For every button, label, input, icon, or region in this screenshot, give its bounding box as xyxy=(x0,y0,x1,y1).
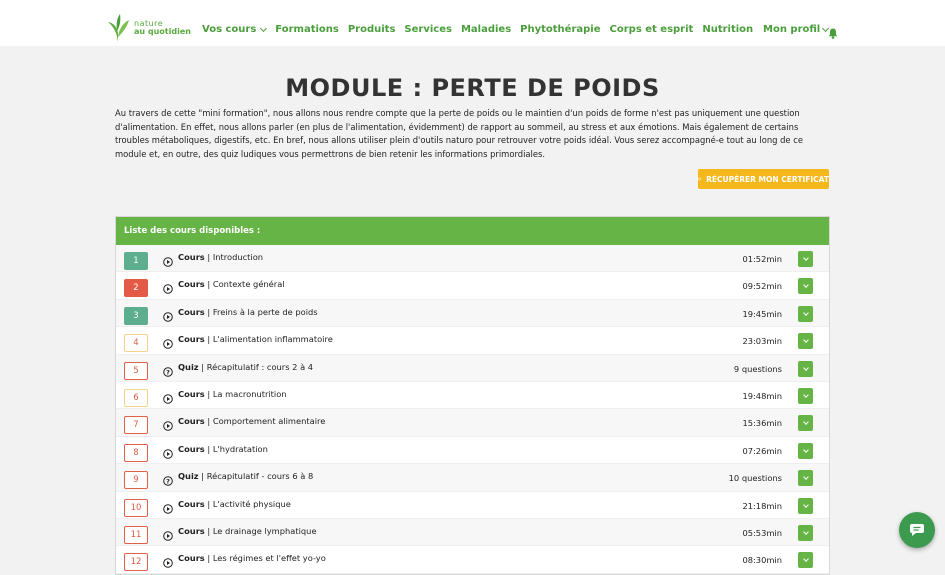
expand-button[interactable] xyxy=(798,278,813,294)
play-circle-icon xyxy=(163,279,173,289)
course-duration: 09:52min xyxy=(742,281,782,292)
chevron-down-icon xyxy=(803,365,809,371)
page-title: MODULE : PERTE DE POIDS xyxy=(285,74,660,102)
course-type: Cours xyxy=(178,498,205,509)
top-navbar xyxy=(0,0,945,46)
svg-text:?: ? xyxy=(166,367,170,376)
nav-item-0[interactable] xyxy=(202,24,266,35)
course-title-text: Récapitulatif - cours 6 à 8 xyxy=(206,471,314,482)
main-nav xyxy=(202,24,753,35)
course-number-badge: 8 xyxy=(124,444,148,462)
course-title[interactable]: Cours | L'alimentation inflammatoire xyxy=(178,334,333,345)
course-duration: 05:53min xyxy=(742,527,782,538)
course-duration: 21:18min xyxy=(742,500,782,511)
course-type: Cours xyxy=(178,416,205,427)
nav-item-4[interactable] xyxy=(461,24,511,35)
course-duration: 08:30min xyxy=(742,555,782,566)
course-title[interactable]: Cours | Freins à la perte de poids xyxy=(178,306,318,317)
chevron-down-icon xyxy=(803,283,809,289)
nav-item-label: Services xyxy=(404,24,452,35)
course-title[interactable]: Cours | L'hydratation xyxy=(178,443,268,454)
course-duration: 15:36min xyxy=(742,418,782,429)
play-circle-icon xyxy=(163,499,173,509)
course-title[interactable]: Cours | L'activité physique xyxy=(178,498,291,509)
course-number-badge: 12 xyxy=(124,553,148,571)
play-circle-icon xyxy=(163,334,173,344)
nav-item-label: Vos cours xyxy=(202,24,257,35)
course-type: Cours xyxy=(178,443,205,454)
nav-item-label: Phytothérapie xyxy=(520,24,601,35)
brand-logo[interactable] xyxy=(106,13,191,43)
nav-item-label: Formations xyxy=(275,24,339,35)
course-list-panel xyxy=(115,216,830,575)
certificate-button-label: RÉCUPÉRER MON CERTIFICAT xyxy=(706,174,829,184)
expand-button[interactable] xyxy=(798,470,813,486)
nav-item-label: Produits xyxy=(347,24,396,35)
course-row[interactable] xyxy=(116,409,829,436)
svg-text:?: ? xyxy=(166,477,170,486)
course-title[interactable]: Cours | La macronutrition xyxy=(178,388,287,399)
play-circle-icon xyxy=(163,252,173,262)
expand-button[interactable] xyxy=(798,498,813,514)
course-title[interactable]: Cours | Introduction xyxy=(178,252,264,262)
chevron-down-icon xyxy=(803,556,809,562)
course-type: Cours xyxy=(178,525,205,536)
play-circle-icon xyxy=(163,416,173,426)
course-type: Cours xyxy=(178,334,205,345)
expand-button[interactable] xyxy=(798,443,813,459)
chevron-down-icon xyxy=(803,420,809,426)
course-duration: 01:52min xyxy=(742,254,782,264)
course-type: Quiz xyxy=(178,361,199,372)
course-title-text: L'hydratation xyxy=(212,443,268,454)
course-row[interactable] xyxy=(116,519,829,546)
course-duration: 19:48min xyxy=(742,390,782,401)
expand-button[interactable] xyxy=(798,552,813,568)
certificate-button[interactable] xyxy=(698,169,829,189)
course-title[interactable]: Quiz | Récapitulatif - cours 6 à 8 xyxy=(178,471,314,482)
course-title-text: Les régimes et l'effet yo-yo xyxy=(212,553,326,564)
nav-item-5[interactable] xyxy=(520,24,600,35)
course-list xyxy=(116,245,829,574)
expand-button[interactable] xyxy=(798,525,813,541)
module-intro: Au travers de cette "mini formation", nous allons nous rendre compte que la perte de poids ou le maintien d'un poids de forme n'est pas uniquement une question d'alimentation. En effet, nous allons parler (en plus de l'alimentation, évidemment) de rapport au sommeil, au stress et aux émotions. Mais également de certains troubles métaboliques, digestifs, etc. En bref, nous allons utiliser plein d'outils naturo pour retrouver votre poids idéal. Vous serez accompagné-e tout au long de ce module et, en outre, des quiz ludiques vous permettrons de bien retenir les informations primordiales. xyxy=(115,108,803,159)
course-duration: 23:03min xyxy=(742,336,782,347)
nav-item-3[interactable] xyxy=(404,24,452,35)
profile-label: Mon profil xyxy=(763,24,821,35)
course-number-badge: 7 xyxy=(124,416,148,434)
course-title[interactable]: Cours | Comportement alimentaire xyxy=(178,416,326,427)
course-duration: 10 questions xyxy=(728,473,782,484)
course-number-badge: 9 xyxy=(124,471,148,489)
course-number-badge: 3 xyxy=(124,307,148,325)
chevron-down-icon xyxy=(260,24,267,31)
nav-item-2[interactable] xyxy=(348,24,396,35)
play-circle-icon xyxy=(163,526,173,536)
course-number-badge: 11 xyxy=(124,526,148,544)
chevron-down-icon xyxy=(803,474,809,480)
play-circle-icon xyxy=(163,444,173,454)
expand-button[interactable] xyxy=(798,361,813,377)
course-title-text: Introduction xyxy=(212,252,264,262)
course-row[interactable] xyxy=(116,492,829,519)
course-number-badge: 5 xyxy=(124,362,148,380)
course-duration: 19:45min xyxy=(742,308,782,319)
course-title-text: La macronutrition xyxy=(212,388,287,399)
course-title-text: L'activité physique xyxy=(212,498,291,509)
course-row[interactable] xyxy=(116,327,829,354)
course-title-text: Le drainage lymphatique xyxy=(212,525,317,536)
course-title-text: Freins à la perte de poids xyxy=(212,306,318,317)
course-title-text: Comportement alimentaire xyxy=(212,416,326,427)
nav-item-7[interactable] xyxy=(702,24,753,35)
expand-button[interactable] xyxy=(798,251,813,267)
chevron-down-icon xyxy=(803,529,809,535)
course-row[interactable] xyxy=(116,437,829,464)
play-circle-icon xyxy=(163,553,173,563)
course-type: Cours xyxy=(178,388,205,399)
course-type: Cours xyxy=(178,553,205,564)
nav-item-label: Corps et esprit xyxy=(609,24,694,35)
course-type: Quiz xyxy=(178,471,199,482)
course-number-badge: 1 xyxy=(124,252,148,270)
bell-icon[interactable] xyxy=(828,24,838,43)
question-circle-icon xyxy=(163,471,173,486)
course-row[interactable] xyxy=(116,272,829,299)
course-title[interactable]: Cours | Contexte général xyxy=(178,279,285,290)
expand-button[interactable] xyxy=(798,388,813,404)
chevron-down-icon xyxy=(803,337,809,343)
nav-item-6[interactable] xyxy=(610,24,694,35)
expand-button[interactable] xyxy=(798,333,813,349)
chevron-down-icon xyxy=(803,502,809,508)
course-title-text: Contexte général xyxy=(212,279,285,290)
course-row[interactable] xyxy=(116,355,829,382)
course-type: Cours xyxy=(178,252,205,262)
course-title-text: Récapitulatif : cours 2 à 4 xyxy=(206,361,314,372)
expand-button[interactable] xyxy=(798,306,813,322)
course-row[interactable] xyxy=(116,245,829,272)
play-circle-icon xyxy=(163,307,173,317)
course-row[interactable] xyxy=(116,464,829,491)
course-number-badge: 2 xyxy=(124,279,148,297)
course-row[interactable] xyxy=(116,382,829,409)
play-circle-icon xyxy=(163,389,173,399)
course-number-badge: 6 xyxy=(124,389,148,407)
course-duration: 9 questions xyxy=(733,363,782,374)
course-duration: 07:26min xyxy=(742,445,782,456)
course-number-badge: 4 xyxy=(124,334,148,352)
leaf-logo-icon xyxy=(106,13,130,43)
course-row[interactable] xyxy=(116,546,829,573)
expand-button[interactable] xyxy=(798,415,813,431)
brand-line-2: au quotidien xyxy=(134,27,191,36)
nav-item-1[interactable] xyxy=(275,24,339,35)
course-title[interactable]: Quiz | Récapitulatif : cours 2 à 4 xyxy=(178,361,314,372)
course-title[interactable]: Cours | Les régimes et l'effet yo-yo xyxy=(178,553,326,564)
question-circle-icon xyxy=(163,362,173,376)
brand-line-1: nature xyxy=(134,19,164,28)
nav-item-label: Nutrition xyxy=(702,24,754,35)
course-type: Cours xyxy=(178,279,205,290)
course-list-header: Liste des cours disponibles : xyxy=(116,217,829,245)
chat-icon xyxy=(909,523,925,537)
nav-item-label: Maladies xyxy=(460,24,512,35)
course-title[interactable]: Cours | Le drainage lymphatique xyxy=(178,525,317,536)
ban-icon xyxy=(698,175,701,183)
chat-button[interactable] xyxy=(899,512,935,548)
chevron-down-icon xyxy=(803,310,809,316)
profile-menu[interactable] xyxy=(763,24,828,35)
course-type: Cours xyxy=(178,306,205,317)
course-row[interactable] xyxy=(116,300,829,327)
chevron-down-icon xyxy=(803,255,809,261)
course-number-badge: 10 xyxy=(124,499,148,517)
course-title-text: L'alimentation inflammatoire xyxy=(212,334,333,345)
chevron-down-icon xyxy=(803,392,809,398)
chevron-down-icon xyxy=(803,447,809,453)
